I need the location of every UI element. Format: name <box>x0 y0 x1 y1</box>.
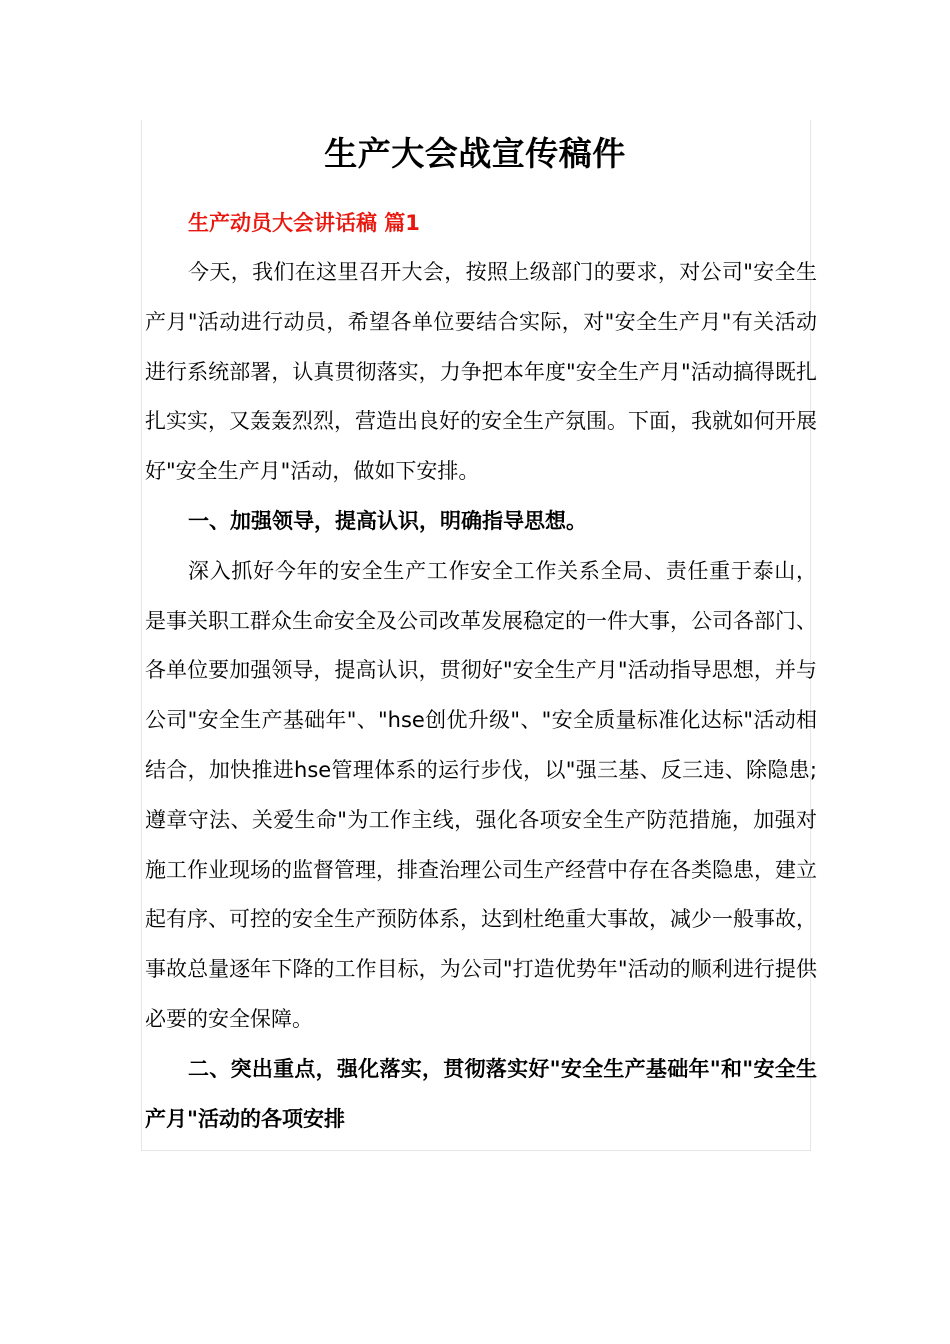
paragraph-intro: 今天，我们在这里召开大会，按照上级部门的要求，对公司"安全生产月"活动进行动员，希望各单位要结合实际，对"安全生产月"有关活动进行系统部署，认真贯彻落实，力争把本年度"安全生产月"活动搞得既扎扎实实，又轰轰烈烈，营造出良好的安全生产氛围。下面，我就如何开展好"安全生产月"活动，做如下安排。 <box>145 260 817 484</box>
document-body <box>145 198 817 1144</box>
section-title: 生产动员大会讲话稿 篇1 <box>188 211 420 235</box>
paragraph-one: 深入抓好今年的安全生产工作安全工作关系全局、责任重于泰山，是事关职工群众生命安全及公司改革发展稳定的一件大事，公司各部门、各单位要加强领导，提高认识，贯彻好"安全生产月"活动指导思想，并与公司"安全生产基础年"、"hse创优升级"、"安全质量标准化达标"活动相结合，加快推进hse管理体系的运行步伐，以"强三基、反三违、除隐患;遵章守法、关爱生命"为工作主线，强化各项安全生产防范措施，加强对施工作业现场的监督管理，排查治理公司生产经营中存在各类隐患，建立起有序、可控的安全生产预防体系，达到杜绝重大事故，减少一般事故，事故总量逐年下降的工作目标，为公司"打造优势年"活动的顺利进行提供必要的安全保障。 <box>145 558 817 1031</box>
document-title: 生产大会战宣传稿件 <box>324 134 626 174</box>
heading-two: 二、突出重点，强化落实，贯彻落实好"安全生产基础年"和"安全生产月"活动的各项安排 <box>145 1056 817 1131</box>
heading-one: 一、加强领导，提高认识，明确指导思想。 <box>188 508 587 533</box>
